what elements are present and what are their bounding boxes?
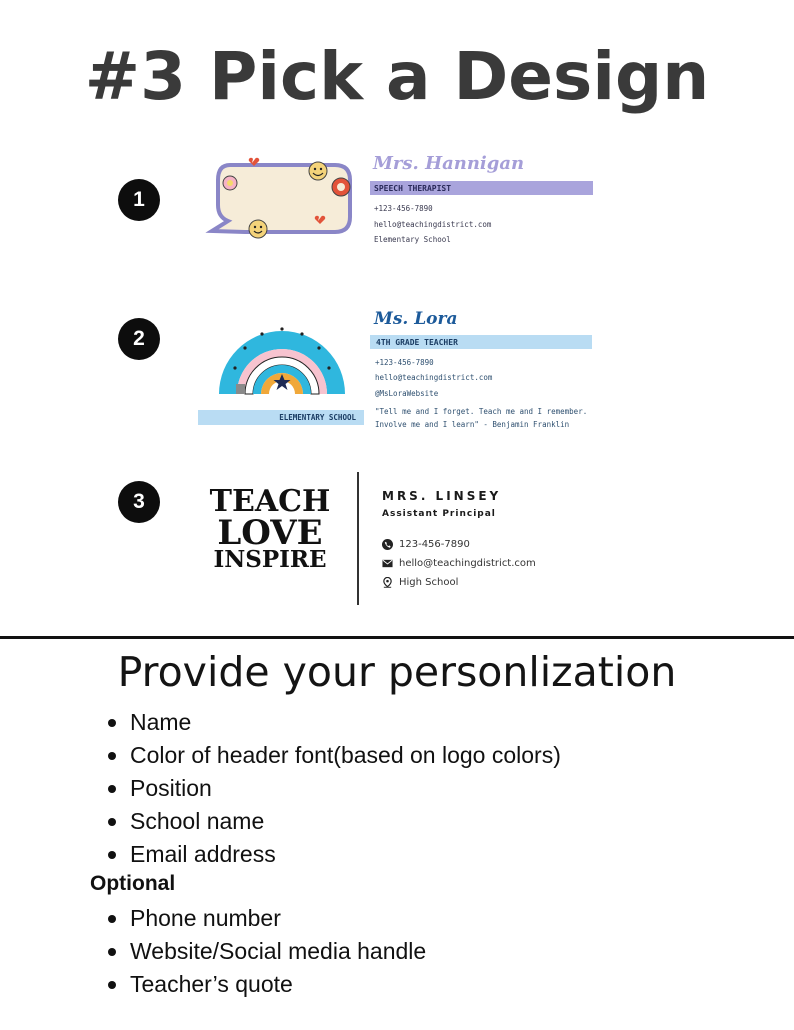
optional-fields-list (108, 903, 426, 1002)
card-phone-row (382, 539, 470, 550)
logo-word: LOVE (217, 512, 323, 553)
card-school-row (382, 577, 458, 588)
optional-label: Optional (90, 872, 176, 895)
rainbow-logo-icon (215, 308, 349, 398)
card-website: @MsLoraWebsite (375, 389, 439, 398)
card-phone: +123-456-7890 (375, 358, 434, 367)
card-name: MRS. LINSEY (382, 489, 502, 503)
personalization-heading: Provide your personlization (117, 648, 677, 696)
logo-word: INSPIRE (213, 545, 327, 573)
card-name: Mrs. Hannigan (373, 153, 525, 174)
card-divider (357, 472, 359, 605)
page-title: #3 Pick a Design (84, 38, 710, 115)
list-item: Position (108, 773, 561, 806)
list-item: Phone number (108, 903, 426, 936)
card-phone: 123-456-7890 (399, 539, 470, 550)
design-number-badge: 1 (118, 179, 160, 221)
design-number-badge: 3 (118, 481, 160, 523)
list-item: Name (108, 707, 561, 740)
card-position: Assistant Principal (382, 509, 496, 519)
card-position-bar: 4TH GRADE TEACHER (370, 335, 592, 349)
required-fields-list (108, 707, 561, 872)
card-quote-line: "Tell me and I forget. Teach me and I remember. (375, 407, 588, 416)
envelope-icon (382, 558, 393, 569)
list-item: Color of header font(based on logo colors) (108, 740, 561, 773)
phone-icon (382, 539, 393, 550)
card-email: hello@teachingdistrict.com (399, 558, 536, 569)
location-pin-icon (382, 577, 393, 588)
speech-bubble-logo-icon (200, 155, 360, 245)
list-item: Email address (108, 839, 561, 872)
card-school-banner: ELEMENTARY SCHOOL (198, 410, 364, 425)
logo-word: TEACH (209, 484, 331, 519)
card-position-bar: SPEECH THERAPIST (370, 181, 593, 195)
teach-love-inspire-logo (205, 484, 335, 573)
card-email: hello@teachingdistrict.com (374, 220, 492, 229)
card-phone: +123-456-7890 (374, 204, 433, 213)
design-number-badge: 2 (118, 318, 160, 360)
card-quote-line: Involve me and I learn" - Benjamin Franklin (375, 420, 570, 429)
list-item: School name (108, 806, 561, 839)
list-item: Website/Social media handle (108, 936, 426, 969)
card-school: High School (399, 577, 459, 588)
card-email-row (382, 558, 536, 569)
list-item: Teacher’s quote (108, 969, 426, 1002)
section-divider (0, 636, 794, 639)
card-school: Elementary School (374, 235, 451, 244)
card-email: hello@teachingdistrict.com (375, 373, 493, 382)
card-name: Ms. Lora (374, 309, 458, 329)
